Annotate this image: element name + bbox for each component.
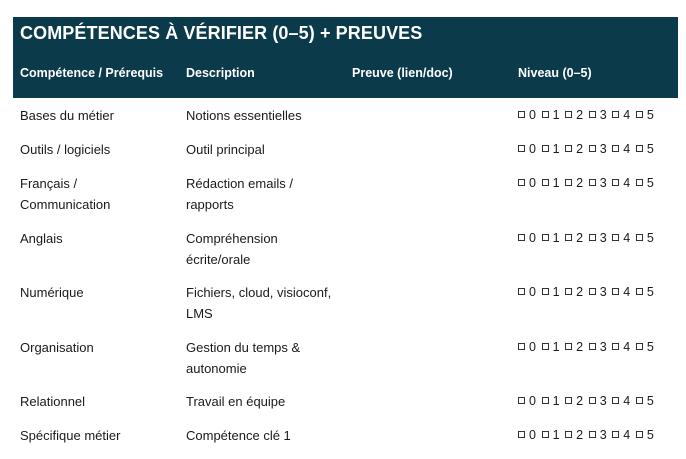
description-cell: Compréhension écrite/orale (186, 231, 278, 267)
table-row (13, 391, 678, 425)
level-option-label: 5 (646, 285, 655, 299)
level-option-5[interactable] (636, 231, 655, 245)
level-option-1[interactable] (542, 176, 561, 190)
level-options (518, 391, 659, 412)
level-option-3[interactable] (589, 108, 608, 122)
description-cell: Compétence clé 1 (186, 428, 291, 443)
level-options (518, 337, 659, 358)
checkbox-icon[interactable] (636, 288, 643, 295)
level-option-2[interactable] (565, 231, 584, 245)
level-option-label: 3 (599, 340, 608, 354)
checkbox-icon[interactable] (589, 343, 596, 350)
checkbox-icon[interactable] (589, 397, 596, 404)
checkbox-icon[interactable] (636, 145, 643, 152)
skills-table (13, 17, 678, 443)
checkbox-icon[interactable] (518, 431, 525, 438)
competence-cell: Spécifique métier (20, 428, 121, 443)
level-option-0[interactable] (518, 176, 537, 190)
level-option-1[interactable] (542, 285, 561, 299)
checkbox-icon[interactable] (518, 343, 525, 350)
checkbox-icon[interactable] (589, 431, 596, 438)
level-options (518, 282, 659, 303)
level-option-2[interactable] (565, 108, 584, 122)
checkbox-icon[interactable] (542, 397, 549, 404)
level-option-label: 3 (599, 176, 608, 190)
level-option-label: 2 (576, 340, 584, 354)
level-option-label: 3 (599, 108, 608, 122)
level-option-label: 1 (552, 285, 561, 299)
level-option-1[interactable] (542, 428, 561, 442)
level-option-label: 0 (529, 394, 537, 408)
description-cell: Gestion du temps & autonomie (186, 340, 301, 376)
level-option-2[interactable] (565, 285, 584, 299)
level-option-0[interactable] (518, 108, 537, 122)
level-option-label: 4 (623, 108, 631, 122)
checkbox-icon[interactable] (518, 397, 525, 404)
level-option-3[interactable] (589, 285, 608, 299)
level-option-label: 5 (646, 428, 655, 442)
level-option-label: 2 (576, 108, 584, 122)
table-row (13, 282, 678, 337)
level-option-5[interactable] (636, 428, 655, 442)
level-option-4[interactable] (612, 340, 631, 354)
checkbox-icon[interactable] (612, 397, 619, 404)
level-option-0[interactable] (518, 340, 537, 354)
checkbox-icon[interactable] (518, 179, 525, 186)
competence-cell: Français / Communication (20, 176, 111, 212)
table-row (13, 425, 678, 459)
level-option-3[interactable] (589, 142, 608, 156)
column-header-proof: Preuve (lien/doc) (352, 66, 453, 80)
column-header-competence: Compétence / Prérequis (20, 66, 164, 80)
checkbox-icon[interactable] (612, 145, 619, 152)
level-option-label: 2 (576, 176, 584, 190)
competence-cell: Relationnel (20, 394, 86, 409)
level-option-label: 5 (646, 108, 655, 122)
level-option-1[interactable] (542, 142, 561, 156)
checkbox-icon[interactable] (518, 288, 525, 295)
level-option-4[interactable] (612, 231, 631, 245)
level-option-4[interactable] (612, 108, 631, 122)
level-option-label: 5 (646, 142, 655, 156)
level-option-3[interactable] (589, 428, 608, 442)
level-option-label: 5 (646, 394, 655, 408)
level-option-label: 0 (529, 285, 537, 299)
level-option-0[interactable] (518, 231, 537, 245)
level-option-0[interactable] (518, 285, 537, 299)
level-option-1[interactable] (542, 340, 561, 354)
checkbox-icon[interactable] (542, 179, 549, 186)
level-option-4[interactable] (612, 176, 631, 190)
level-option-label: 1 (552, 394, 561, 408)
checkbox-icon[interactable] (612, 111, 619, 118)
table-header (13, 17, 678, 98)
description-cell: Outil principal (186, 142, 265, 157)
checkbox-icon[interactable] (542, 343, 549, 350)
checkbox-icon[interactable] (565, 431, 572, 438)
checkbox-icon[interactable] (589, 234, 596, 241)
competence-cell: Outils / logiciels (20, 142, 111, 157)
level-option-4[interactable] (612, 428, 631, 442)
level-options (518, 105, 659, 126)
checkbox-icon[interactable] (612, 179, 619, 186)
checkbox-icon[interactable] (565, 145, 572, 152)
checkbox-icon[interactable] (636, 431, 643, 438)
level-option-label: 1 (552, 142, 561, 156)
level-option-2[interactable] (565, 428, 584, 442)
level-option-1[interactable] (542, 108, 561, 122)
level-option-2[interactable] (565, 394, 584, 408)
column-header-description: Description (186, 66, 255, 80)
checkbox-icon[interactable] (636, 179, 643, 186)
level-option-label: 0 (529, 340, 537, 354)
level-option-0[interactable] (518, 428, 537, 442)
level-option-5[interactable] (636, 340, 655, 354)
level-option-5[interactable] (636, 285, 655, 299)
checkbox-icon[interactable] (612, 234, 619, 241)
level-option-label: 3 (599, 428, 608, 442)
checkbox-icon[interactable] (636, 397, 643, 404)
level-option-3[interactable] (589, 231, 608, 245)
level-option-label: 0 (529, 428, 537, 442)
checkbox-icon[interactable] (589, 179, 596, 186)
checkbox-icon[interactable] (518, 234, 525, 241)
checkbox-icon[interactable] (542, 288, 549, 295)
table-row (13, 173, 678, 228)
competence-cell: Numérique (20, 285, 84, 300)
description-cell: Notions essentielles (186, 108, 302, 123)
table-row (13, 105, 678, 139)
table-row (13, 139, 678, 173)
competence-cell: Bases du métier (20, 108, 114, 123)
level-option-label: 0 (529, 176, 537, 190)
level-option-label: 4 (623, 176, 631, 190)
level-options (518, 228, 659, 249)
checkbox-icon[interactable] (636, 234, 643, 241)
checkbox-icon[interactable] (565, 343, 572, 350)
checkbox-icon[interactable] (542, 145, 549, 152)
checkbox-icon[interactable] (589, 288, 596, 295)
competence-cell: Anglais (20, 231, 63, 246)
checkbox-icon[interactable] (565, 179, 572, 186)
level-option-label: 2 (576, 231, 584, 245)
description-cell: Rédaction emails / rapports (186, 176, 293, 212)
competence-cell: Organisation (20, 340, 94, 355)
level-option-label: 4 (623, 231, 631, 245)
level-option-3[interactable] (589, 176, 608, 190)
level-option-label: 4 (623, 394, 631, 408)
description-cell: Travail en équipe (186, 394, 286, 409)
checkbox-icon[interactable] (542, 111, 549, 118)
level-option-2[interactable] (565, 142, 584, 156)
checkbox-icon[interactable] (612, 343, 619, 350)
level-option-label: 4 (623, 285, 631, 299)
level-option-0[interactable] (518, 394, 537, 408)
table-row (13, 228, 678, 282)
checkbox-icon[interactable] (589, 111, 596, 118)
checkbox-icon[interactable] (636, 111, 643, 118)
level-option-4[interactable] (612, 285, 631, 299)
level-option-label: 4 (623, 340, 631, 354)
checkbox-icon[interactable] (542, 431, 549, 438)
checkbox-icon[interactable] (636, 343, 643, 350)
level-option-2[interactable] (565, 176, 584, 190)
level-option-label: 2 (576, 142, 584, 156)
level-option-4[interactable] (612, 142, 631, 156)
level-option-label: 5 (646, 231, 655, 245)
level-option-0[interactable] (518, 142, 537, 156)
level-option-label: 4 (623, 428, 631, 442)
level-option-label: 5 (646, 176, 655, 190)
level-options (518, 425, 659, 446)
level-option-1[interactable] (542, 394, 561, 408)
level-option-3[interactable] (589, 340, 608, 354)
level-options (518, 139, 659, 160)
checkbox-icon[interactable] (565, 288, 572, 295)
description-cell: Fichiers, cloud, visioconf, LMS (186, 285, 332, 321)
checkbox-icon[interactable] (565, 111, 572, 118)
checkbox-icon[interactable] (612, 288, 619, 295)
level-option-label: 2 (576, 394, 584, 408)
level-option-label: 0 (529, 231, 537, 245)
level-option-label: 3 (599, 285, 608, 299)
level-option-label: 2 (576, 285, 584, 299)
checkbox-icon[interactable] (612, 431, 619, 438)
level-option-label: 1 (552, 108, 561, 122)
level-option-5[interactable] (636, 394, 655, 408)
level-option-3[interactable] (589, 394, 608, 408)
level-options (518, 173, 659, 194)
level-option-label: 3 (599, 142, 608, 156)
level-option-5[interactable] (636, 108, 655, 122)
level-option-label: 1 (552, 340, 561, 354)
level-option-label: 1 (552, 231, 561, 245)
level-option-5[interactable] (636, 176, 655, 190)
checkbox-icon[interactable] (542, 234, 549, 241)
table-title: COMPÉTENCES À VÉRIFIER (0–5) + PREUVES (20, 23, 423, 43)
level-option-label: 3 (599, 394, 608, 408)
level-option-label: 0 (529, 142, 537, 156)
checkbox-icon[interactable] (565, 397, 572, 404)
level-option-label: 3 (599, 231, 608, 245)
level-option-5[interactable] (636, 142, 655, 156)
checkbox-icon[interactable] (518, 111, 525, 118)
level-option-2[interactable] (565, 340, 584, 354)
level-option-label: 2 (576, 428, 584, 442)
level-option-4[interactable] (612, 394, 631, 408)
level-option-label: 1 (552, 176, 561, 190)
level-option-label: 0 (529, 108, 537, 122)
level-option-label: 5 (646, 340, 655, 354)
column-header-level: Niveau (0–5) (518, 66, 592, 80)
level-option-label: 4 (623, 142, 631, 156)
checkbox-icon[interactable] (565, 234, 572, 241)
level-option-label: 1 (552, 428, 561, 442)
checkbox-icon[interactable] (518, 145, 525, 152)
table-row (13, 337, 678, 391)
checkbox-icon[interactable] (589, 145, 596, 152)
level-option-1[interactable] (542, 231, 561, 245)
